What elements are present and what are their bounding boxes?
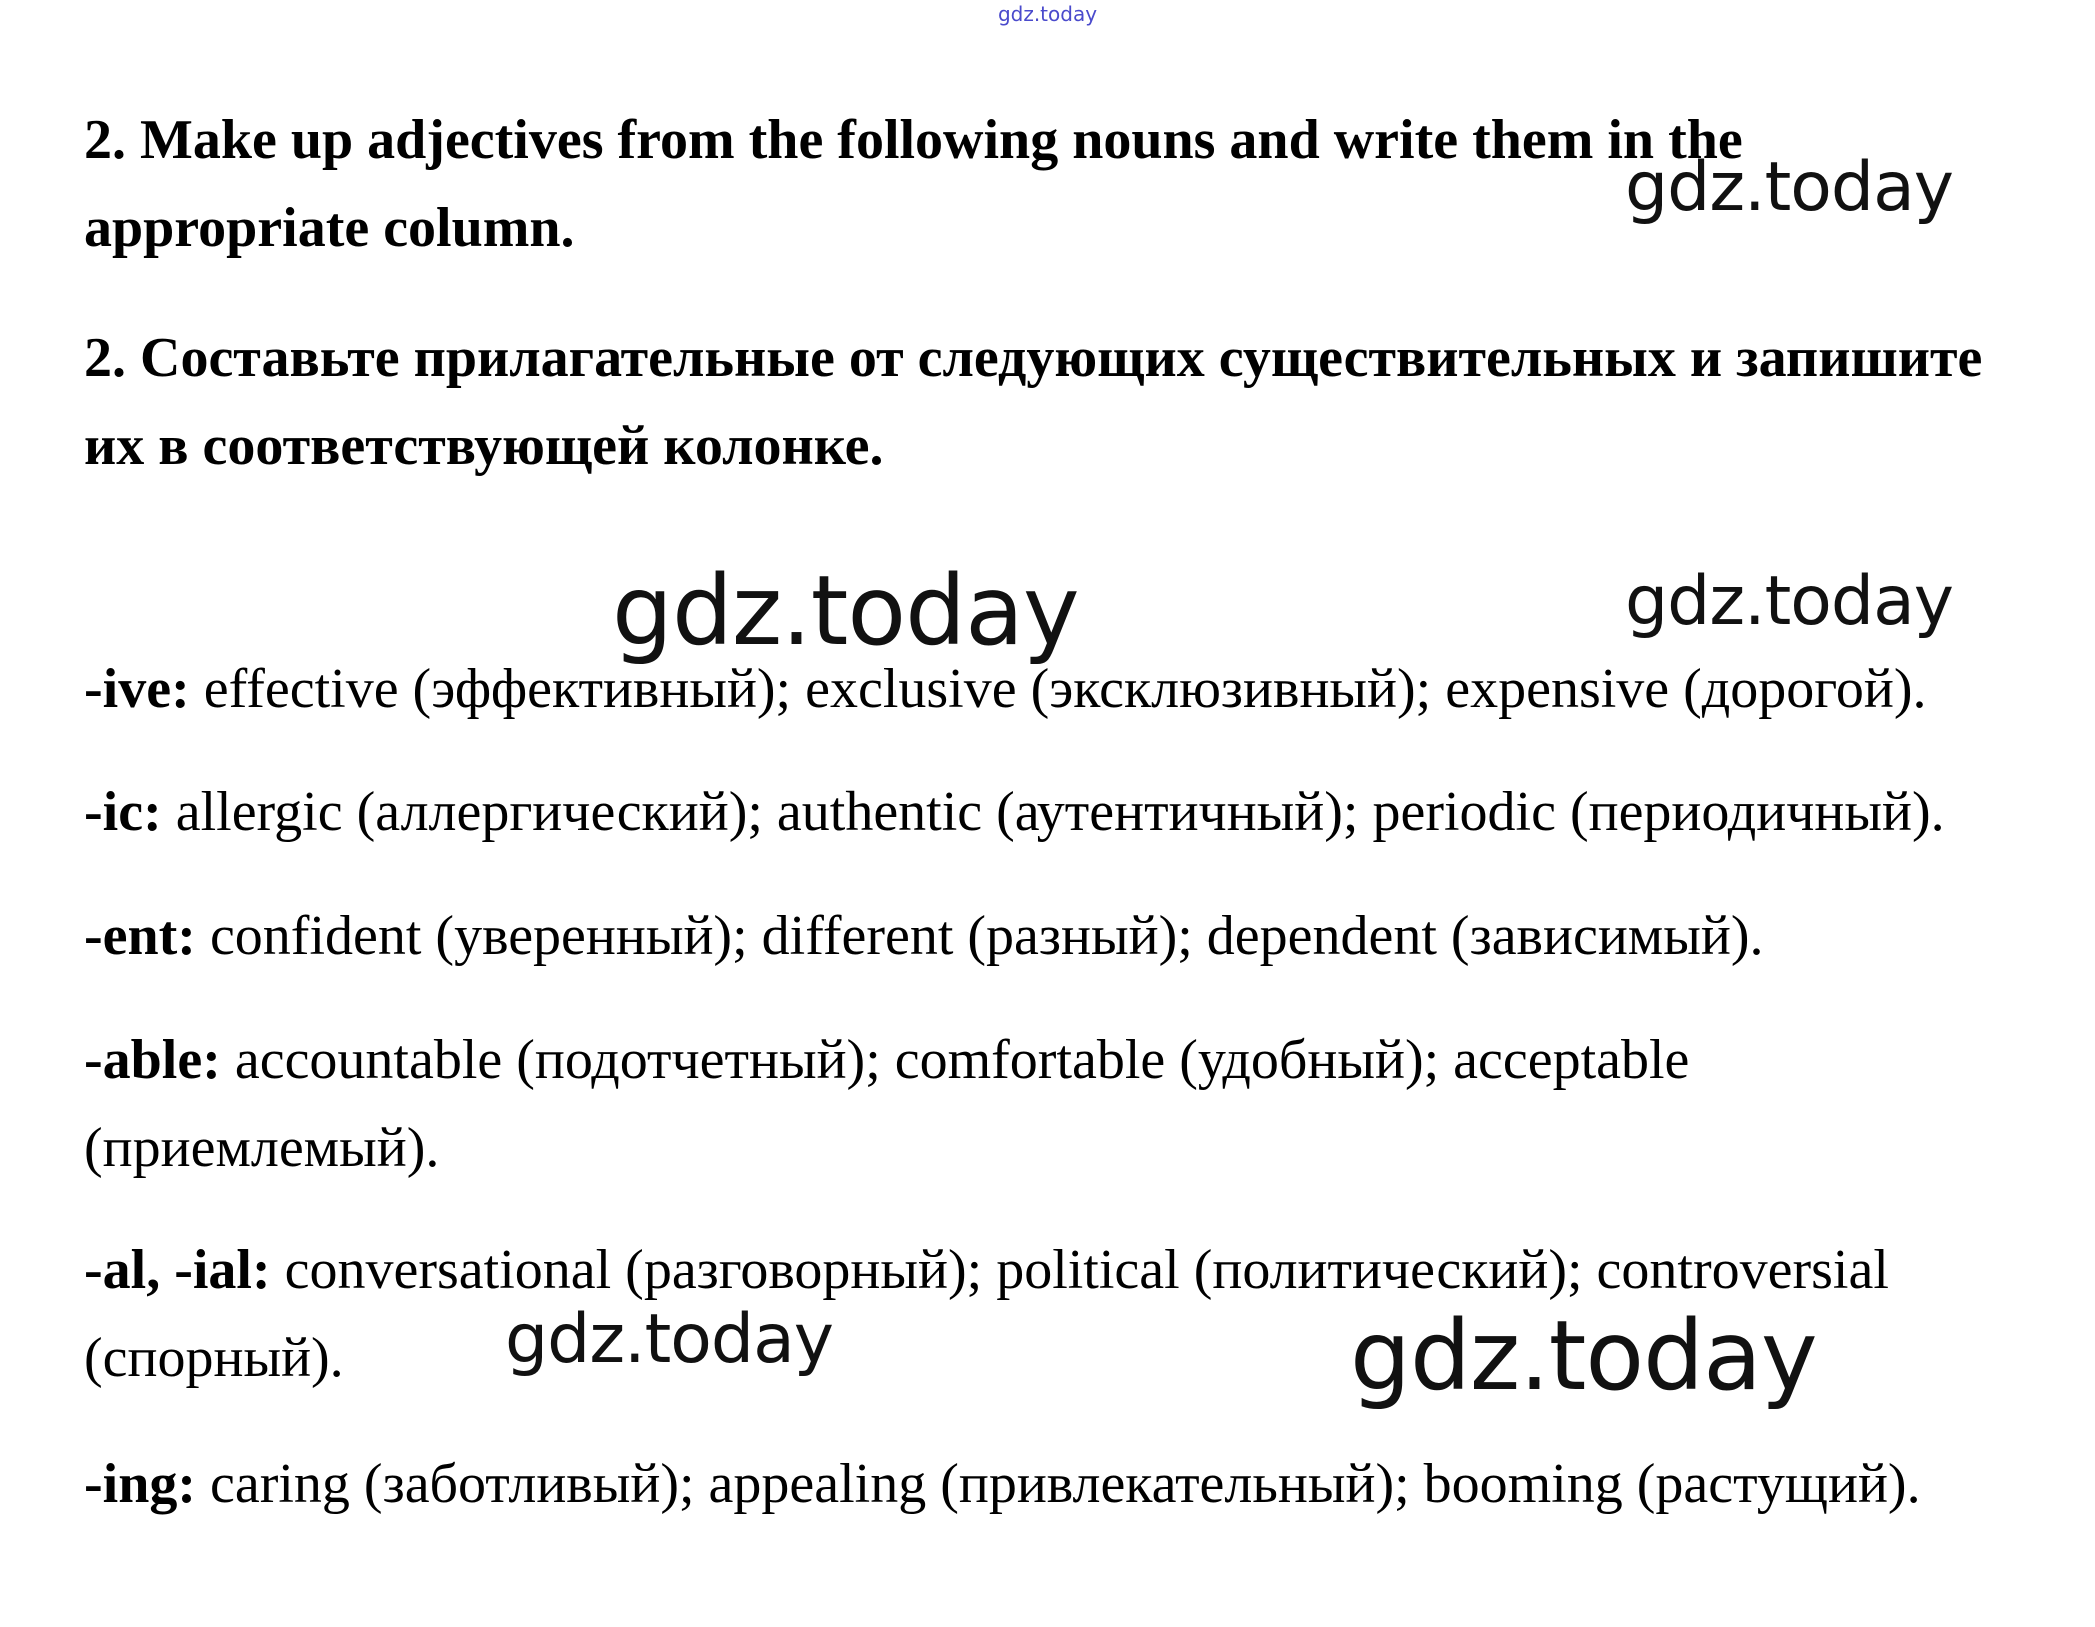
answer-text: confident (уверенный); different (разный); dependent (зависимый).	[195, 905, 1764, 967]
exercise-heading-russian: 2. Составьте прилагательные от следующих существительных и запишите их в соответствующей колонке.	[84, 327, 1983, 477]
suffix-label: -al, -ial:	[84, 1239, 271, 1301]
watermark: gdz.today	[505, 1300, 833, 1379]
answer-text: accountable (подотчетный); comfortable (удобный); acceptable (приемлемый).	[84, 1029, 1690, 1179]
watermark: gdz.today	[1625, 148, 1953, 227]
suffix-label: -ic:	[84, 781, 162, 843]
answer-text: caring (заботливый); appealing (привлекательный); booming (растущий).	[196, 1453, 1921, 1515]
watermark: gdz.today	[612, 555, 1079, 667]
answer-text: allergic (аллергический); authentic (аутентичный); periodic (периодичный).	[161, 781, 1945, 843]
exercise-heading-english: 2. Make up adjectives from the following nouns and write them in the appropriate column.	[84, 109, 1743, 259]
answer-row-able	[84, 1016, 1924, 1192]
watermark: gdz.today	[1350, 1300, 1817, 1412]
answer-row-ing	[84, 1440, 2044, 1528]
answer-row-ic	[84, 768, 2044, 856]
watermark: gdz.today	[1625, 562, 1953, 641]
top-watermark: gdz.today	[997, 2, 1098, 26]
suffix-label: -ing:	[84, 1453, 196, 1515]
answer-text: effective (эффективный); exclusive (эксклюзивный); expensive (дорогой).	[189, 658, 1927, 720]
suffix-label: -ent:	[84, 905, 196, 967]
answer-row-ent	[84, 892, 2044, 980]
suffix-label: -able:	[84, 1029, 221, 1091]
answer-text: conversational (разговорный); political (политический); controversial (спорный).	[84, 1239, 1889, 1389]
suffix-label: -ive:	[84, 658, 190, 720]
